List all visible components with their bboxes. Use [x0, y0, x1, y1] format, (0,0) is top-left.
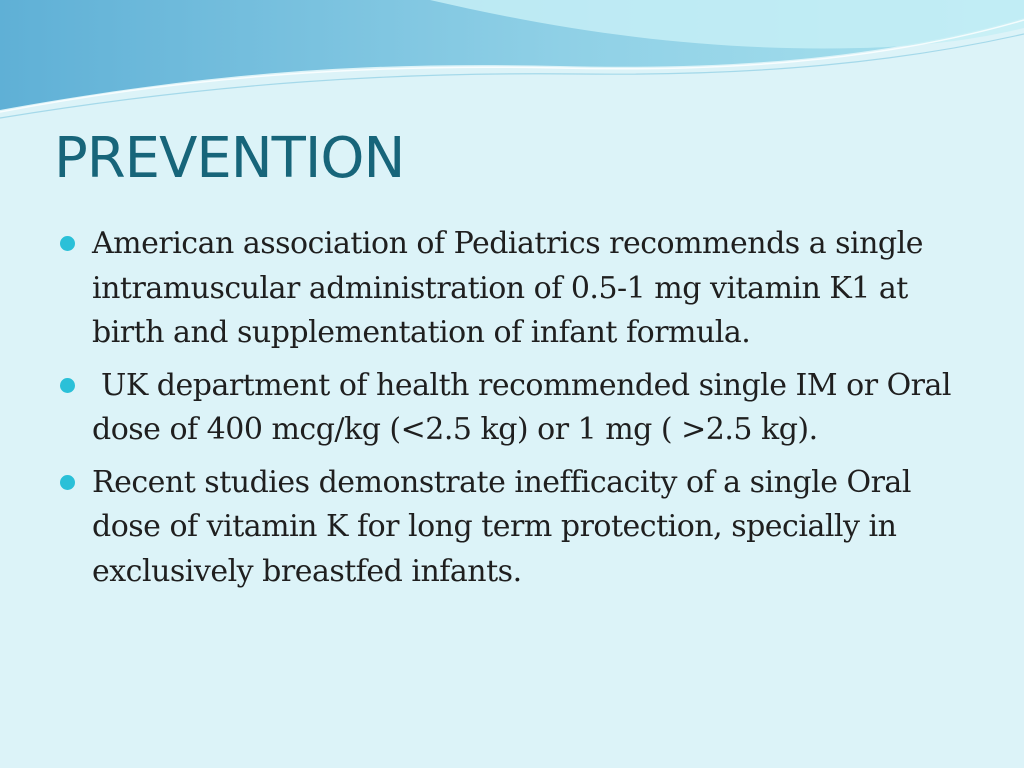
bullet-dot-icon [60, 475, 75, 490]
bullet-dot-icon [60, 236, 75, 251]
bullet-text: Recent studies demonstrate inefficacity of a single Oral dose of vitamin K for long term protection, specially in exclusively breastfed infants. [92, 464, 911, 589]
bullet-item [60, 461, 960, 595]
slide-title: PREVENTION [54, 126, 405, 191]
bullet-dot-icon [60, 378, 75, 393]
bullet-list [60, 222, 960, 602]
bullet-text: UK department of health recommended single IM or Oral dose of 400 mcg/kg (<2.5 kg) or 1 mg ( >2.5 kg). [92, 367, 961, 447]
header-wave-decoration [0, 0, 1024, 130]
bullet-item [60, 364, 960, 453]
bullet-item [60, 222, 960, 356]
bullet-text: American association of Pediatrics recommends a single intramuscular administration of 0.5-1 mg vitamin K1 at birth and supplementation of infant formula. [92, 226, 923, 350]
